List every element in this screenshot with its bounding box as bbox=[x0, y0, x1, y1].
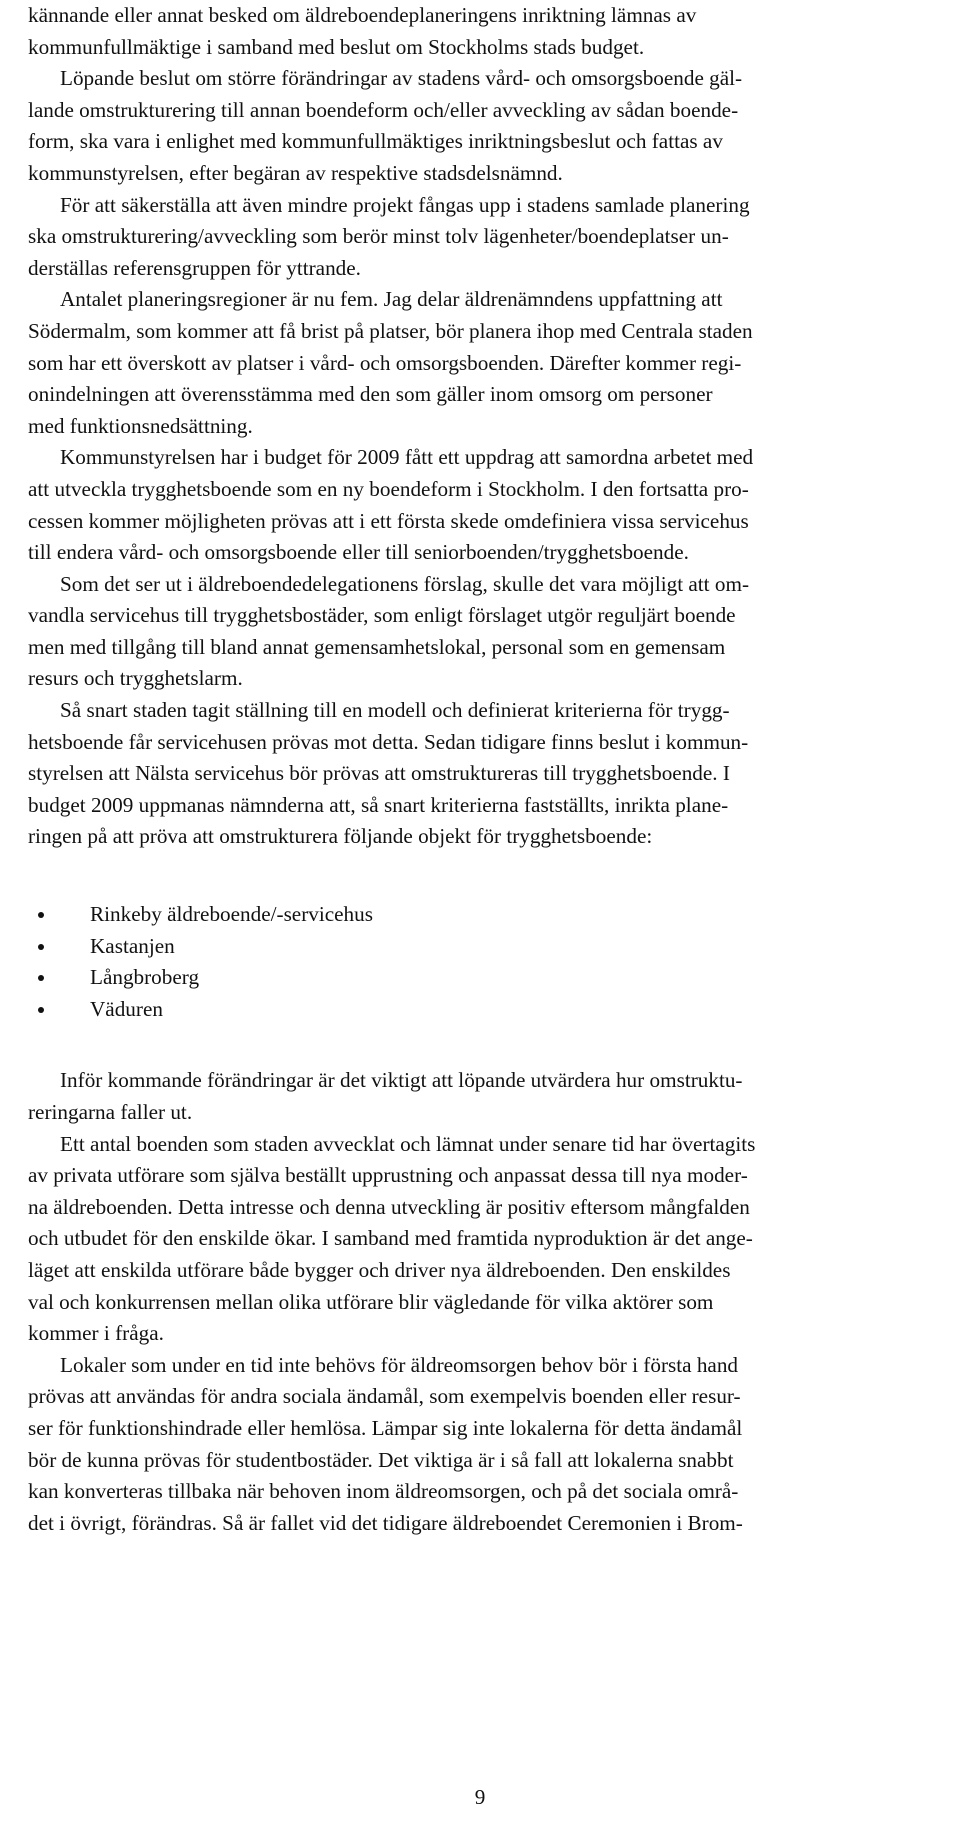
text-line: men med tillgång till bland annat gemensamhetslokal, personal som en gemensam bbox=[28, 634, 726, 659]
paragraph bbox=[28, 190, 958, 285]
text-line: form, ska vara i enlighet med kommunfullmäktiges inriktningsbeslut och fattas av bbox=[28, 129, 723, 154]
text-line: Ett antal boenden som staden avvecklat och lämnat under senare tid har övertagits bbox=[60, 1131, 756, 1156]
text-line: ser för funktionshindrade eller hemlösa. Lämpar sig inte lokalerna för detta ändamål bbox=[28, 1415, 743, 1440]
text-line: val och konkurrensen mellan olika utförare blir vägledande för vilka aktörer som bbox=[28, 1289, 714, 1314]
text-line: av privata utförare som själva beställt upprustning och anpassat dessa till nya moder- bbox=[28, 1163, 748, 1188]
text-line: na äldreboenden. Detta intresse och denna utveckling är positiv eftersom mångfalden bbox=[28, 1194, 750, 1219]
text-line: med funktionsnedsättning. bbox=[28, 413, 253, 438]
text-line: det i övrigt, förändras. Så är fallet vid det tidigare äldreboendet Ceremonien i Brom- bbox=[28, 1510, 743, 1535]
paragraph bbox=[28, 695, 958, 853]
document-page bbox=[28, 0, 958, 1539]
text-line: till endera vård- och omsorgsboende eller till seniorboenden/trygghetsboende. bbox=[28, 540, 689, 565]
text-line: ringen på att pröva att omstrukturera följande objekt för trygghetsboende: bbox=[28, 824, 653, 849]
text-line: och utbudet för den enskilde ökar. I samband med framtida nyproduktion är det ange- bbox=[28, 1226, 753, 1251]
text-line: budget 2009 uppmanas nämnderna att, så snart kriterierna fastställts, inrikta plane- bbox=[28, 792, 729, 817]
text-line: onindelningen att överensstämma med den som gäller inom omsorg om personer bbox=[28, 382, 713, 407]
text-line: ska omstrukturering/avveckling som berör minst tolv lägenheter/boendeplatser un- bbox=[28, 224, 729, 249]
text-line: derställas referensgruppen för yttrande. bbox=[28, 255, 361, 280]
text-line: kan konverteras tillbaka när behoven inom äldreomsorgen, och på det sociala områ- bbox=[28, 1479, 739, 1504]
text-line: resurs och trygghetslarm. bbox=[28, 666, 243, 691]
bullet-list bbox=[28, 899, 958, 1025]
text-line: hetsboende får servicehusen prövas mot detta. Sedan tidigare finns beslut i kommun- bbox=[28, 729, 749, 754]
list-item bbox=[28, 962, 958, 994]
paragraph bbox=[28, 1129, 958, 1350]
paragraph bbox=[28, 284, 958, 442]
text-line: kommunstyrelsen, efter begäran av respektive stadsdelsnämnd. bbox=[28, 160, 563, 185]
text-line: Antalet planeringsregioner är nu fem. Jag delar äldrenämndens uppfattning att bbox=[60, 287, 723, 312]
text-line: reringarna faller ut. bbox=[28, 1100, 193, 1124]
bullet-icon bbox=[38, 1007, 44, 1013]
text-line: Löpande beslut om större förändringar av stadens vård- och omsorgsboende gäl- bbox=[60, 66, 743, 91]
text-line: som har ett överskott av platser i vård- och omsorgsboenden. Därefter kommer regi- bbox=[28, 350, 742, 375]
list-item-text: Långbroberg bbox=[90, 965, 200, 990]
paragraph bbox=[28, 442, 958, 568]
list-item-text: Väduren bbox=[90, 996, 163, 1021]
text-line: kommunfullmäktige i samband med beslut om Stockholms stads budget. bbox=[28, 34, 645, 59]
text-line: Kommunstyrelsen har i budget för 2009 fått ett uppdrag att samordna arbetet med bbox=[60, 445, 754, 470]
paragraph bbox=[28, 1065, 958, 1128]
paragraph bbox=[28, 1350, 958, 1540]
paragraph bbox=[28, 569, 958, 695]
list-item bbox=[28, 994, 958, 1026]
text-line: lande omstrukturering till annan boendeform och/eller avveckling av sådan boende- bbox=[28, 97, 739, 122]
text-line: Lokaler som under en tid inte behövs för äldreomsorgen behov bör i första hand bbox=[60, 1352, 739, 1377]
text-line: läget att enskilda utförare både bygger och driver nya äldreboenden. Den enskildes bbox=[28, 1257, 731, 1282]
bullet-icon bbox=[38, 944, 44, 950]
list-item-text: Rinkeby äldreboende/-servicehus bbox=[90, 902, 373, 927]
list-item bbox=[28, 899, 958, 931]
text-line: styrelsen att Nälsta servicehus bör prövas att omstruktureras till trygghetsboende. I bbox=[28, 761, 730, 786]
bullet-icon bbox=[38, 975, 44, 981]
text-line: vandla servicehus till trygghetsbostäder, som enligt förslaget utgör reguljärt boende bbox=[28, 603, 736, 628]
body-text-after-list bbox=[28, 1065, 958, 1539]
text-line: kännande eller annat besked om äldreboendeplaneringens inriktning lämnas av bbox=[28, 3, 697, 27]
page-number: 9 bbox=[474, 1785, 486, 1809]
text-line: Så snart staden tagit ställning till en modell och definierat kriterierna för trygg- bbox=[60, 698, 730, 723]
text-line: kommer i fråga. bbox=[28, 1321, 164, 1346]
text-line: Inför kommande förändringar är det viktigt att löpande utvärdera hur omstruktu- bbox=[60, 1068, 743, 1093]
text-line: prövas att användas för andra sociala ändamål, som exempelvis boenden eller resur- bbox=[28, 1384, 741, 1409]
text-line: För att säkerställa att även mindre projekt fångas upp i stadens samlade planering bbox=[60, 192, 750, 217]
paragraph bbox=[28, 63, 958, 189]
text-line: bör de kunna prövas för studentbostäder. Det viktiga är i så fall att lokalerna snabbt bbox=[28, 1447, 734, 1472]
body-text-before-list bbox=[28, 0, 958, 853]
text-line: cessen kommer möjligheten prövas att i ett första skede omdefiniera vissa servicehus bbox=[28, 508, 749, 533]
paragraph bbox=[28, 0, 958, 63]
text-line: att utveckla trygghetsboende som en ny boendeform i Stockholm. I den fortsatta pro- bbox=[28, 476, 749, 501]
bullet-icon bbox=[38, 912, 44, 918]
list-item-text: Kastanjen bbox=[90, 933, 175, 958]
list-item bbox=[28, 931, 958, 963]
text-line: Södermalm, som kommer att få brist på platser, bör planera ihop med Centrala staden bbox=[28, 318, 753, 343]
text-line: Som det ser ut i äldreboendedelegationens förslag, skulle det vara möjligt att om- bbox=[60, 571, 749, 596]
